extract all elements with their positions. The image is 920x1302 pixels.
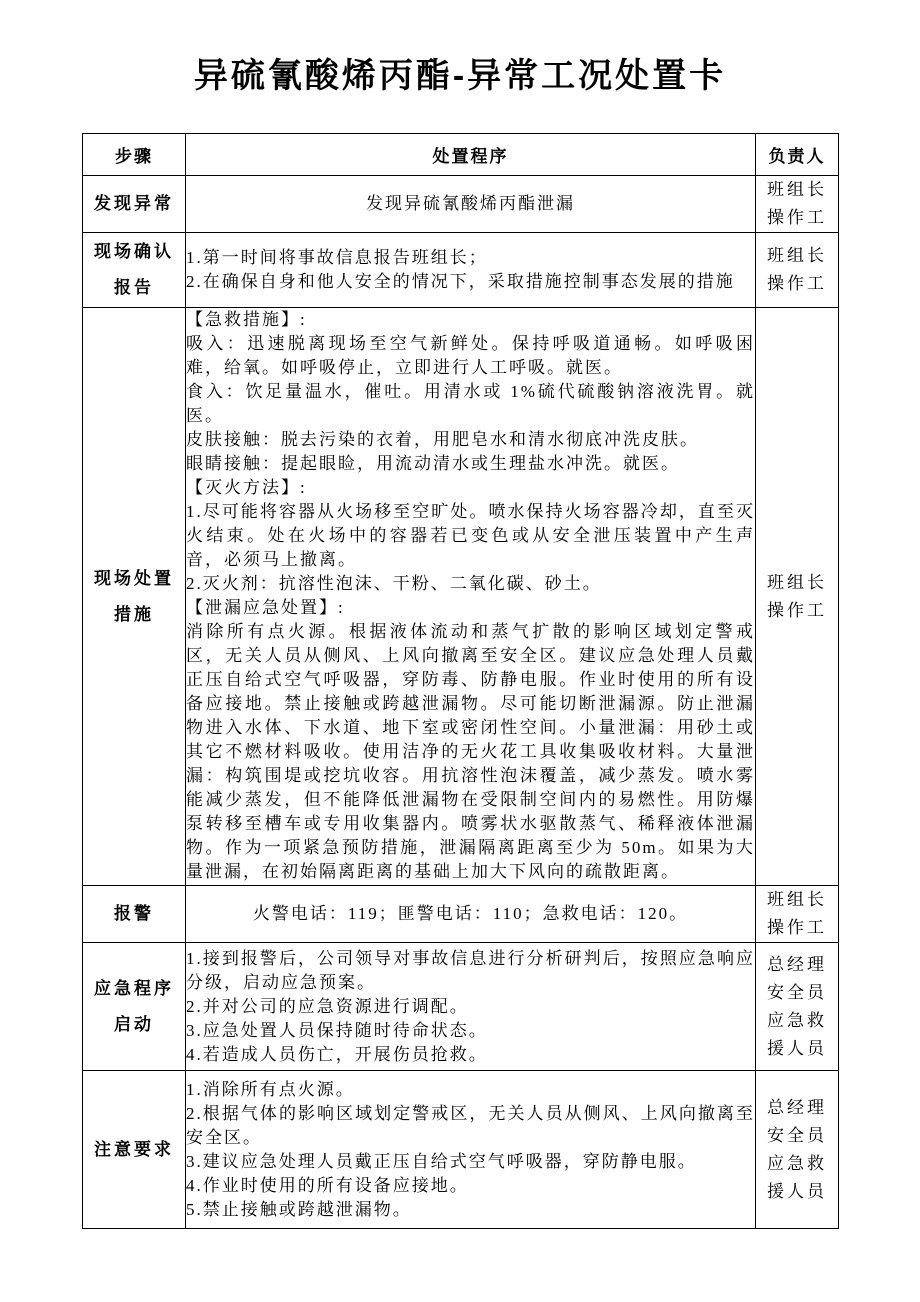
step-line: 应急程序 xyxy=(94,978,174,998)
responsible-line: 操作工 xyxy=(767,918,827,937)
disposal-card-table xyxy=(82,133,839,1229)
table-row-onsite-disposal-measures xyxy=(83,308,839,886)
table-row-alarm xyxy=(83,886,839,943)
procedure-line: 1.尽可能将容器从火场移至空旷处。喷水保持火场容器冷却，直至灭火结束。处在火场中的容器若已变色或从安全泄压装置中产生声音，必须马上撤离。 xyxy=(186,502,755,569)
procedure-line: 5.禁止接触或跨越泄漏物。 xyxy=(186,1199,412,1219)
responsible-line: 操作工 xyxy=(767,274,827,293)
header-responsible: 负责人 xyxy=(756,134,839,176)
responsible-cell xyxy=(756,233,839,308)
responsible-line: 安全员 xyxy=(767,1125,827,1145)
responsible-line: 操作工 xyxy=(767,600,827,620)
procedure-line: 4.若造成人员伤亡，开展伤员抢救。 xyxy=(186,1044,488,1064)
procedure-cell xyxy=(186,886,756,943)
step-line: 现场处置 xyxy=(94,568,174,588)
responsible-line: 班组长 xyxy=(767,890,827,909)
responsible-cell xyxy=(756,308,839,886)
procedure-line: 1.第一时间将事故信息报告班组长； xyxy=(186,248,488,267)
procedure-section-heading: 【急救措施】: xyxy=(186,310,307,329)
procedure-section-heading: 【灭火方法】: xyxy=(186,478,307,497)
procedure-line: 3.应急处置人员保持随时待命状态。 xyxy=(186,1020,488,1040)
procedure-cell xyxy=(186,233,756,308)
step-label xyxy=(83,233,186,308)
responsible-line: 应急救 xyxy=(767,1153,827,1173)
procedure-cell xyxy=(186,943,756,1071)
procedure-line: 皮肤接触：脱去污染的衣着，用肥皂水和清水彻底冲洗皮肤。 xyxy=(186,430,699,449)
procedure-section-heading: 【泄漏应急处置】: xyxy=(186,598,345,617)
procedure-line: 火警电话：119；匪警电话：110；急救电话：120。 xyxy=(252,904,689,923)
procedure-line: 2.并对公司的应急资源进行调配。 xyxy=(186,996,469,1016)
step-line: 发现异常 xyxy=(94,194,174,213)
responsible-cell xyxy=(756,943,839,1071)
responsible-line: 班组长 xyxy=(767,180,827,199)
responsible-line: 班组长 xyxy=(767,572,827,592)
step-label xyxy=(83,886,186,943)
procedure-line: 2.在确保自身和他人安全的情况下，采取措施控制事态发展的措施 xyxy=(186,272,735,291)
header-step: 步骤 xyxy=(83,134,186,176)
responsible-line: 援人员 xyxy=(767,1181,827,1201)
step-label xyxy=(83,308,186,886)
procedure-cell xyxy=(186,308,756,886)
procedure-cell xyxy=(186,176,756,233)
step-line: 启动 xyxy=(114,1014,154,1034)
responsible-cell xyxy=(756,1071,839,1229)
procedure-line: 发现异硫氰酸烯丙酯泄漏 xyxy=(366,194,575,213)
procedure-line: 1.接到报警后，公司领导对事故信息进行分析研判后，按照应急响应分级，启动应急预案。 xyxy=(186,948,755,992)
procedure-line: 消除所有点火源。根据液体流动和蒸气扩散的影响区域划定警戒区，无关人员从侧风、上风向撤离至安全区。建议应急处理人员戴正压自给式空气呼吸器，穿防毒、防静电服。作业时使用的所有设备应接地。禁止接触或跨越泄漏物。尽可能切断泄漏源。防止泄漏物进入水体、下水道、地下室或密闭性空间。小量泄漏：用砂土或其它不燃材料吸收。使用洁净的无火花工具收集吸收材料。大量泄漏：构筑围堤或挖坑收容。用抗溶性泡沫覆盖，减少蒸发。喷水雾能减少蒸发，但不能降低泄漏物在受限制空间内的易燃性。用防爆泵转移至槽车或专用收集器内。喷雾状水驱散蒸气、稀释液体泄漏物。作为一项紧急预防措施，泄漏隔离距离至少为 50m。如果为大量泄漏，在初始隔离距离的基础上加大下风向的疏散距离。 xyxy=(186,622,755,881)
step-line: 报告 xyxy=(114,278,154,297)
step-line: 现场确认 xyxy=(94,242,174,261)
procedure-line: 2.根据气体的影响区域划定警戒区，无关人员从侧风、上风向撤离至安全区。 xyxy=(186,1103,755,1147)
responsible-line: 班组长 xyxy=(767,246,827,265)
step-label xyxy=(83,943,186,1071)
step-line: 报警 xyxy=(114,904,154,923)
table-row-discover-abnormal xyxy=(83,176,839,233)
table-row-onsite-confirm-report xyxy=(83,233,839,308)
responsible-line: 操作工 xyxy=(767,208,827,227)
table-row-emergency-procedure-launch xyxy=(83,943,839,1071)
procedure-line: 2.灭火剂：抗溶性泡沫、干粉、二氧化碳、砂土。 xyxy=(186,574,602,593)
responsible-line: 安全员 xyxy=(767,982,827,1002)
responsible-line: 总经理 xyxy=(767,1097,827,1117)
procedure-line: 食入：饮足量温水，催吐。用清水或 1%硫代硫酸钠溶液洗胃。就医。 xyxy=(186,382,755,425)
responsible-line: 应急救 xyxy=(767,1010,827,1030)
responsible-line: 总经理 xyxy=(767,954,827,974)
responsible-line: 援人员 xyxy=(767,1038,827,1058)
responsible-cell xyxy=(756,886,839,943)
procedure-line: 吸入：迅速脱离现场至空气新鲜处。保持呼吸道通畅。如呼吸困难，给氧。如呼吸停止，立即进行人工呼吸。就医。 xyxy=(186,334,755,377)
procedure-cell xyxy=(186,1071,756,1229)
step-label xyxy=(83,1071,186,1229)
page-title: 异硫氰酸烯丙酯-异常工况处置卡 xyxy=(193,57,727,95)
procedure-line: 1.消除所有点火源。 xyxy=(186,1079,355,1099)
step-label xyxy=(83,176,186,233)
step-line: 措施 xyxy=(114,604,154,624)
table-row-notice-requirements xyxy=(83,1071,839,1229)
responsible-cell xyxy=(756,176,839,233)
table-header-row xyxy=(83,134,839,176)
procedure-line: 3.建议应急处理人员戴正压自给式空气呼吸器，穿防静电服。 xyxy=(186,1151,697,1171)
procedure-line: 4.作业时使用的所有设备应接地。 xyxy=(186,1175,469,1195)
step-line: 注意要求 xyxy=(94,1139,174,1159)
header-procedure: 处置程序 xyxy=(186,134,756,176)
procedure-line: 眼睛接触：提起眼睑，用流动清水或生理盐水冲洗。就医。 xyxy=(186,454,680,473)
